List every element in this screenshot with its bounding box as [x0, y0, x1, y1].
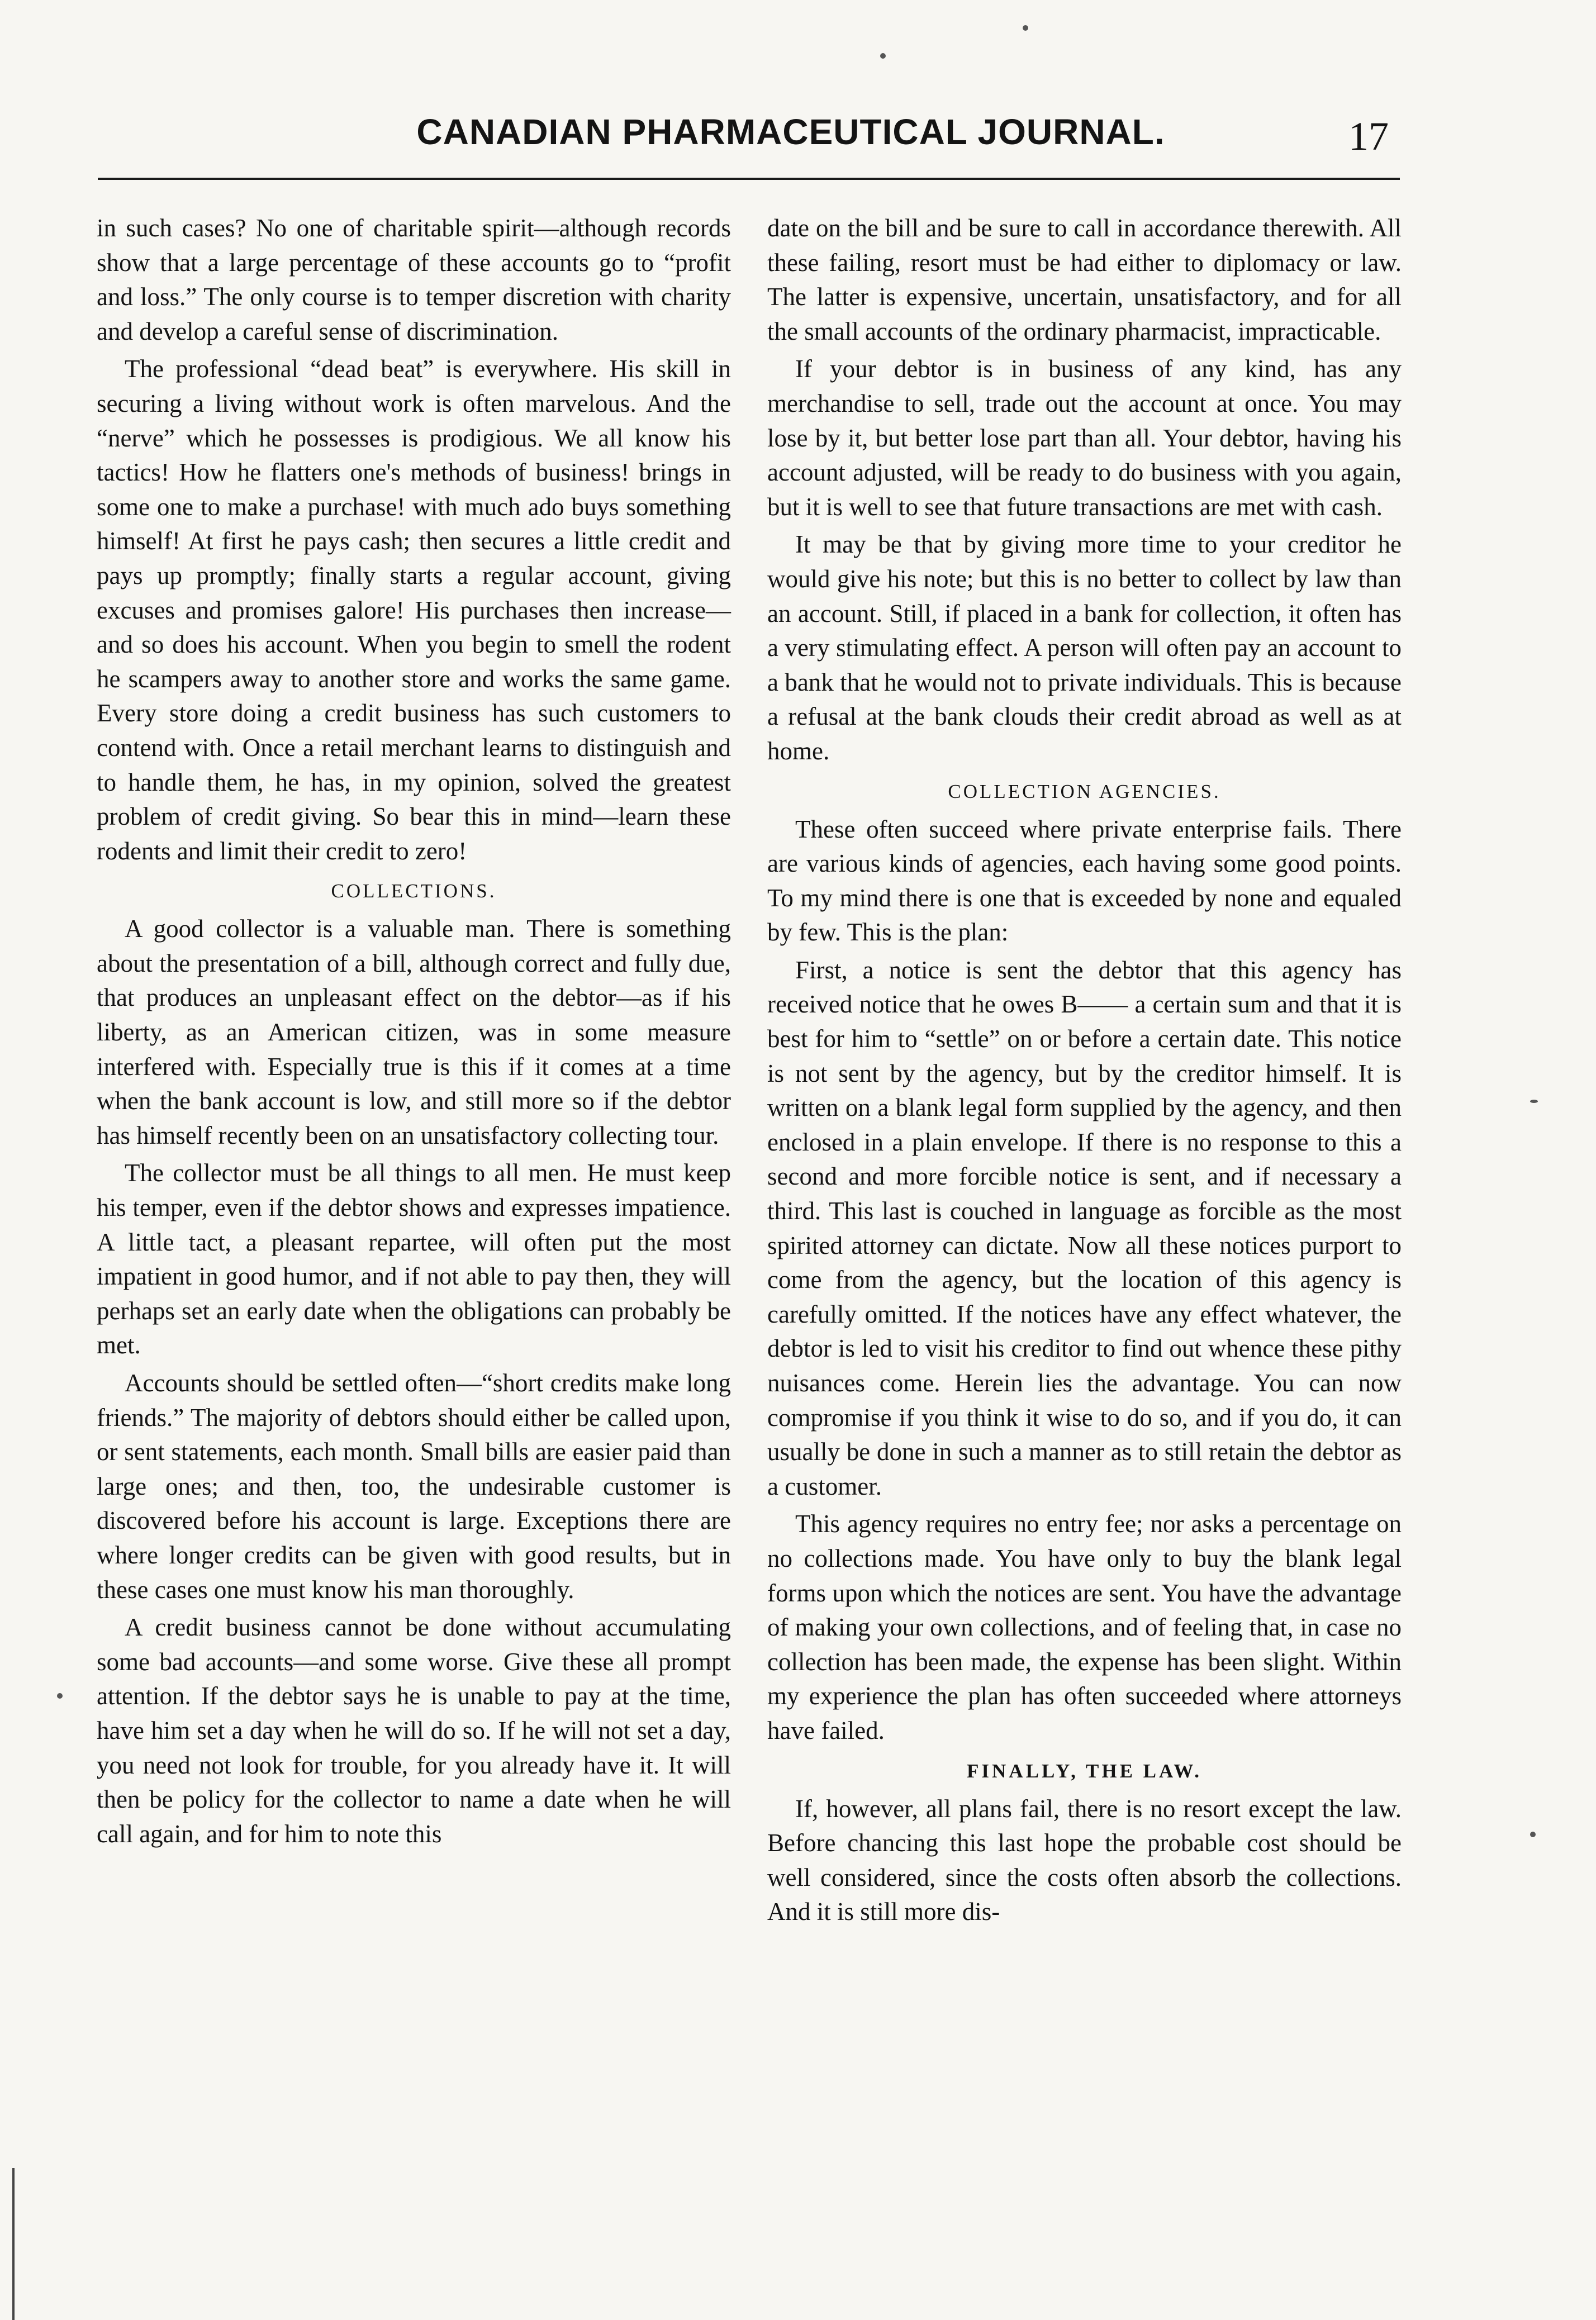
page-edge-mark: [12, 2168, 15, 2320]
print-speck: [1530, 1100, 1538, 1103]
paragraph: It may be that by giving more time to your creditor he would give his note; but this is no better to collect by law than an account. Still, if placed in a bank for collection, it often has a very stimulating effect. A person will often pay an account to a bank that he would not to private individuals. This is because a refusal at the bank clouds their credit abroad as well as at home.: [767, 530, 1402, 765]
paragraph: First, a notice is sent the debtor that this agency has received notice that he owes B—— a certain sum and that it is best for him to “settle” on or before a certain date. This notice is not sent by the agency, but by the creditor himself. It is written on a blank legal form supplied by the agency, and then enclosed in a plain envelope. If there is no response to this a second and more forcible notice is sent, and if necessary a third. This last is couched in language as forcible as the most spirited attorney can dictate. Now all these notices purport to come from the agency, but the location of this agency is carefully omitted. If the notices have any effect whatever, the debtor is led to visit his creditor to find out whence these pithy nuisances come. Herein lies the advantage. You can now compromise if you think it wise to do so, and if you do, it can usually be done in such a manner as to still retain the debtor as a customer.: [767, 955, 1402, 1500]
paragraph: This agency requires no entry fee; nor asks a percentage on no collections made. You have only to buy the blank legal forms upon which the notices are sent. You have the advantage of making your own collections, and of feeling that, in case no collection has been made, the expense has been slight. Within my experience the plan has often succeeded where attorneys have failed.: [767, 1510, 1402, 1744]
print-speck: [1530, 1832, 1536, 1837]
section-heading-finally-the-law: FINALLY, THE LAW.: [967, 1760, 1202, 1782]
page-header: [98, 105, 1400, 167]
page-number: 17: [1348, 114, 1389, 159]
print-speck: [1023, 25, 1028, 31]
paragraph: The professional “dead beat” is everywhere. His skill in securing a living without work is often marvelous. And the “nerve” which he possesses is prodigious. We all know his tactics! How he flatters one's methods of business! brings in some one to make a purchase! with much ado buys something himself! At first he pays cash; then secures a little credit and pays up promptly; finally starts a regular account, giving excuses and promises galore! His purchases then increase—and so does his account. When you begin to smell the rodent he scampers away to another store and works the same game. Every store doing a credit business has such customers to contend with. Once a retail merchant learns to distinguish and to handle them, he has, in my opinion, solved the greatest problem of credit giving. So bear this in mind—learn these rodents and limit their credit to zero!: [97, 355, 731, 865]
print-speck: [880, 53, 886, 59]
section-heading-collection-agencies: COLLECTION AGENCIES.: [948, 780, 1221, 802]
paragraph: The collector must be all things to all men. He must keep his temper, even if the debtor shows and expresses impatience. A little tact, a pleasant repartee, will often put the most impatient in good humor, and if not able to pay then, they will perhaps set an early date when the obligations can probably be met.: [97, 1159, 731, 1359]
paragraph: Accounts should be settled often—“short credits make long friends.” The majority of debtors should either be called upon, or sent statements, each month. Small bills are easier paid than large ones; and then, too, the undesirable customer is discovered before his account is large. Exceptions there are where longer credits can be given with good results, but in these cases one must know his man thoroughly.: [97, 1369, 731, 1604]
print-speck: [57, 1693, 63, 1699]
journal-title: CANADIAN PHARMACEUTICAL JOURNAL.: [416, 112, 1165, 152]
section-heading-collections: COLLECTIONS.: [331, 880, 497, 902]
paragraph: date on the bill and be sure to call in accordance therewith. All these failing, resort must be had either to diplomacy or law. The latter is expensive, uncertain, unsatisfactory, and for all the small accounts of the ordinary pharmacist, impracticable.: [767, 214, 1402, 345]
left-column: [97, 211, 731, 1855]
header-rule: [98, 178, 1400, 180]
paragraph: in such cases? No one of charitable spirit—although records show that a large percentage of these accounts go to “profit and loss.” The only course is to temper discretion with charity and develop a careful sense of discrimination.: [97, 214, 731, 345]
paragraph: If, however, all plans fail, there is no resort except the law. Before chancing this last hope the probable cost should be well considered, since the costs often absorb the collections. And it is still more dis-: [767, 1794, 1402, 1926]
paragraph: If your debtor is in business of any kind, has any merchandise to sell, trade out the account at once. You may lose by it, but better lose part than all. Your debtor, having his account adjusted, will be ready to do business with you again, but it is well to see that future transactions are met with cash.: [767, 355, 1402, 521]
paragraph: A good collector is a valuable man. There is something about the presentation of a bill, although correct and fully due, that produces an unpleasant effect on the debtor—as if his liberty, as an American citizen, was in some measure interfered with. Especially true is this if it comes at a time when the bank account is low, and still more so if the debtor has himself recently been on an unsatisfactory collecting tour.: [97, 915, 731, 1149]
right-column: [767, 211, 1402, 1933]
paragraph: A credit business cannot be done without accumulating some bad accounts—and some worse. Give these all prompt attention. If the debtor says he is unable to pay at the time, have him set a day when he will do so. If he will not set a day, you need not look for trouble, for you already have it. It will then be policy for the collector to name a date when he will call again, and for him to note this: [97, 1613, 731, 1848]
paragraph: These often succeed where private enterprise fails. There are various kinds of agencies, each having some good points. To my mind there is one that is exceeded by none and equaled by few. This is the plan:: [767, 815, 1402, 947]
